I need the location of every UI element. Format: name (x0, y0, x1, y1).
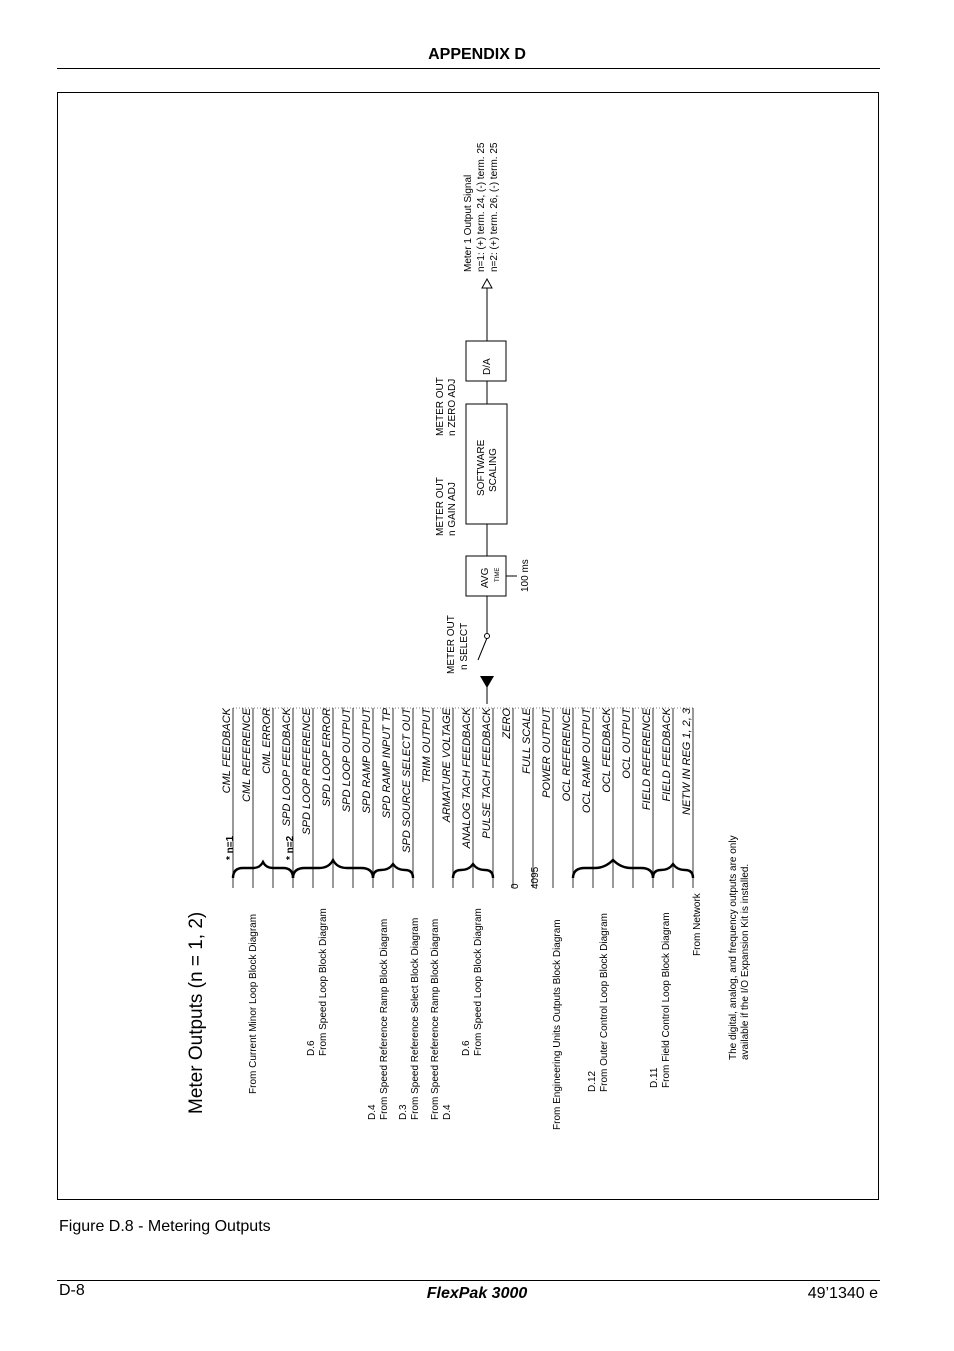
signal-label: CML FEEDBACK (221, 708, 233, 794)
src-speed-loop-ref: D.6 (306, 1040, 317, 1056)
page-number: D-8 (59, 1282, 85, 1299)
metering-outputs-diagram (57, 92, 879, 1200)
da-label: D/A (482, 358, 493, 375)
output-label-3: n=2: (+) term. 26, (-) term. 25 (489, 142, 500, 272)
output-label-2: n=1: (+) term. 24, (-) term. 25 (476, 142, 487, 272)
signal-label: ZERO (501, 708, 513, 739)
note-line-2: available if the I/O Expansion Kit is installed. (740, 863, 751, 1060)
src-spd-ramp2: From Speed Reference Ramp Block Diagram (430, 918, 441, 1120)
src-spd-ramp: From Speed Reference Ramp Block Diagram (379, 918, 390, 1120)
avg-label: AVG (480, 567, 491, 588)
signal-label: TRIM OUTPUT (421, 708, 433, 784)
signal-label: NETW IN REG 1, 2, 3 (681, 708, 693, 815)
signal-label: CML REFERENCE (241, 708, 253, 802)
signal-label: PULSE TACH FEEDBACK (481, 708, 493, 839)
signal-label: SPD LOOP OUTPUT (341, 708, 353, 813)
signal-label: SPD RAMP INPUT TP (381, 708, 393, 819)
src-outer: From Outer Control Loop Block Diagram (599, 913, 610, 1092)
src-spd-select: From Speed Reference Select Block Diagram (410, 917, 421, 1120)
selector-lever (478, 638, 487, 660)
diagram-title: Meter Outputs (n = 1, 2) (186, 911, 207, 1114)
signal-label: FIELD FEEDBACK (661, 708, 673, 802)
src-spd-ramp-ref: D.4 (367, 1104, 378, 1120)
product-name: FlexPak 3000 (426, 1285, 528, 1302)
group-braces (233, 860, 693, 878)
src-spd-ramp2-ref: D.4 (442, 1104, 453, 1120)
selector-input-arrow (480, 676, 494, 688)
page-header: APPENDIX D (428, 46, 526, 63)
signal-label: SPD RAMP OUTPUT (361, 708, 373, 814)
gain-label-2: n GAIN ADJ (447, 482, 458, 536)
output-arrow (482, 279, 492, 288)
signal-label: OCL RAMP OUTPUT (581, 708, 593, 814)
src-network: From Network (692, 893, 703, 956)
select-label-1: METER OUT (446, 615, 457, 674)
signal-label: SPD LOOP FEEDBACK (281, 708, 293, 827)
signal-label: SPD SOURCE SELECT OUT (401, 708, 413, 853)
avg-time-value: 100 ms (520, 559, 531, 592)
source-labels (248, 866, 703, 1130)
note-line-1: The digital, analog, and frequency outputs are only (728, 835, 739, 1060)
avg-time-label: TIME (495, 567, 501, 582)
signal-label: OCL FEEDBACK (601, 708, 613, 793)
zero-label-2: n ZERO ADJ (447, 378, 458, 436)
output-label-1: Meter 1 Output Signal (463, 174, 474, 272)
brace-current-minor (233, 862, 293, 878)
gain-label-1: METER OUT (435, 477, 446, 536)
zero-label-1: METER OUT (435, 377, 446, 436)
signal-label: FIELD REFERENCE (641, 708, 653, 811)
figure-caption: Figure D.8 - Metering Outputs (59, 1218, 271, 1235)
selector-pivot (485, 634, 490, 639)
n1-label: * n=1 (225, 835, 236, 860)
src-spd-select-ref: D.3 (398, 1104, 409, 1120)
src-eng-units: From Engineering Units Outputs Block Diagram (552, 919, 563, 1130)
src-full-value: 4095 (530, 866, 541, 889)
src-outer-ref: D.12 (587, 1070, 598, 1092)
signal-label: CML ERROR (261, 708, 273, 774)
signal-label: OCL REFERENCE (561, 708, 573, 802)
signal-label: SPD LOOP ERROR (321, 708, 333, 807)
src-zero-value: 0 (510, 883, 521, 889)
footer-rule (57, 1280, 880, 1281)
scaling-label-1: SOFTWARE (476, 439, 487, 496)
src-field: From Field Control Loop Block Diagram (661, 912, 672, 1088)
scaling-label-2: SCALING (488, 448, 499, 492)
src-speed-loop2-ref: D.6 (461, 1040, 472, 1056)
select-label-2: n SELECT (459, 622, 470, 670)
signal-label: SPD LOOP REFERENCE (301, 708, 313, 835)
src-speed-loop2: From Speed Loop Block Diagram (473, 908, 484, 1056)
document-number: 49’1340 e (807, 1285, 878, 1302)
src-current-minor: From Current Minor Loop Block Diagram (248, 913, 259, 1094)
header-rule (57, 68, 880, 69)
signal-label: POWER OUTPUT (541, 708, 553, 798)
src-field-ref: D.11 (649, 1067, 660, 1088)
n2-label: * n=2 (285, 835, 296, 860)
src-speed-loop: From Speed Loop Block Diagram (318, 908, 329, 1056)
signal-label: OCL OUTPUT (621, 708, 633, 779)
signal-label: ANALOG TACH FEEDBACK (461, 708, 473, 849)
signal-label: ARMATURE VOLTAGE (441, 708, 453, 823)
signal-label: FULL SCALE (521, 708, 533, 774)
